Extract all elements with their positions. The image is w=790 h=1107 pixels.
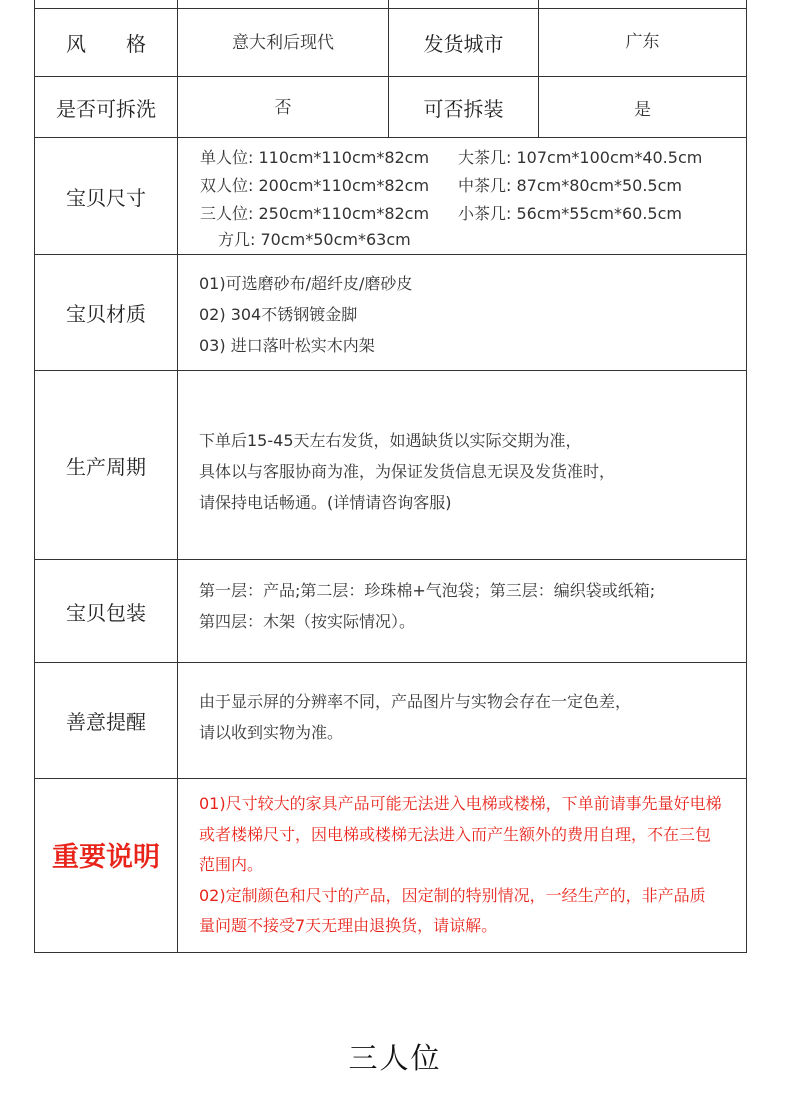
- size-list-left: [200, 144, 429, 252]
- size-item: 双人位: 200cm*110cm*82cm: [200, 176, 430, 195]
- production-label: 生产周期: [66, 454, 146, 479]
- important-line: 01)尺寸较大的家具产品可能无法进入电梯或楼梯，下单前请事先量好电梯: [199, 794, 722, 813]
- detachable-label: 可否拆装: [423, 96, 504, 121]
- production-text: [199, 425, 615, 518]
- packaging-line: 第四层：木架（按实际情况）。: [199, 612, 416, 631]
- packaging-line: 第一层：产品;第二层：珍珠棉+气泡袋；第三层：编织袋或纸箱;: [199, 581, 656, 600]
- washable-label: 是否可拆洗: [56, 96, 156, 121]
- grid-line: [746, 0, 747, 953]
- ship-city-value: 广东: [625, 32, 660, 52]
- size-item: 小茶几: 56cm*55cm*60.5cm: [458, 204, 682, 223]
- size-item: 中茶几: 87cm*80cm*50.5cm: [458, 176, 682, 195]
- reminder-text: [199, 686, 631, 748]
- washable-value: 否: [274, 97, 292, 118]
- material-label: 宝贝材质: [66, 302, 146, 326]
- important-label: 重要说明: [52, 841, 160, 873]
- production-line: 具体以与客服协商为准，为保证发货信息无误及发货准时，: [199, 462, 616, 481]
- important-line: 量问题不接受7天无理由退换货，请谅解。: [199, 916, 498, 935]
- size-item: 单人位: 110cm*110cm*82cm: [200, 148, 430, 167]
- reminder-label: 善意提醒: [66, 710, 146, 734]
- section-title: 三人位: [348, 1041, 442, 1075]
- important-line: 02)定制颜色和尺寸的产品，因定制的特别情况，一经生产的，非产品质: [199, 885, 706, 905]
- reminder-line: 由于显示屏的分辨率不同，产品图片与实物会存在一定色差，: [199, 692, 632, 711]
- size-item: 三人位: 250cm*110cm*82cm: [200, 204, 430, 223]
- style-label: 风 格: [66, 32, 146, 56]
- material-item: 03) 进口落叶松实木内架: [199, 336, 375, 355]
- style-value: 意大利后现代: [232, 33, 334, 53]
- grid-line: [34, 952, 747, 953]
- material-item: 02) 304不锈钢镀金脚: [199, 305, 358, 324]
- production-line: 下单后15-45天左右发货，如遇缺货以实际交期为准，: [199, 431, 582, 450]
- important-line: 或者楼梯尺寸，因电梯或楼梯无法进入而产生额外的费用自理，不在三包: [199, 824, 712, 844]
- material-list: [199, 268, 412, 361]
- material-item: 01)可选磨砂布/超纤皮/磨砂皮: [199, 274, 413, 293]
- grid-line: [177, 0, 178, 953]
- detachable-value: 是: [634, 99, 651, 120]
- important-text: [199, 789, 744, 942]
- ship-city-label: 发货城市: [423, 32, 504, 56]
- important-line: 范围内。: [199, 855, 264, 874]
- production-line: 请保持电话畅通。(详情请咨询客服): [199, 493, 452, 512]
- packaging-label: 宝贝包装: [66, 600, 146, 625]
- size-item: 大茶几: 107cm*100cm*40.5cm: [458, 148, 703, 167]
- packaging-text: [199, 575, 655, 637]
- size-list-right: [458, 144, 702, 228]
- size-item: 方几: 70cm*50cm*63cm: [218, 230, 411, 249]
- size-label: 宝贝尺寸: [66, 185, 146, 210]
- reminder-line: 请以收到实物为准。: [199, 723, 344, 742]
